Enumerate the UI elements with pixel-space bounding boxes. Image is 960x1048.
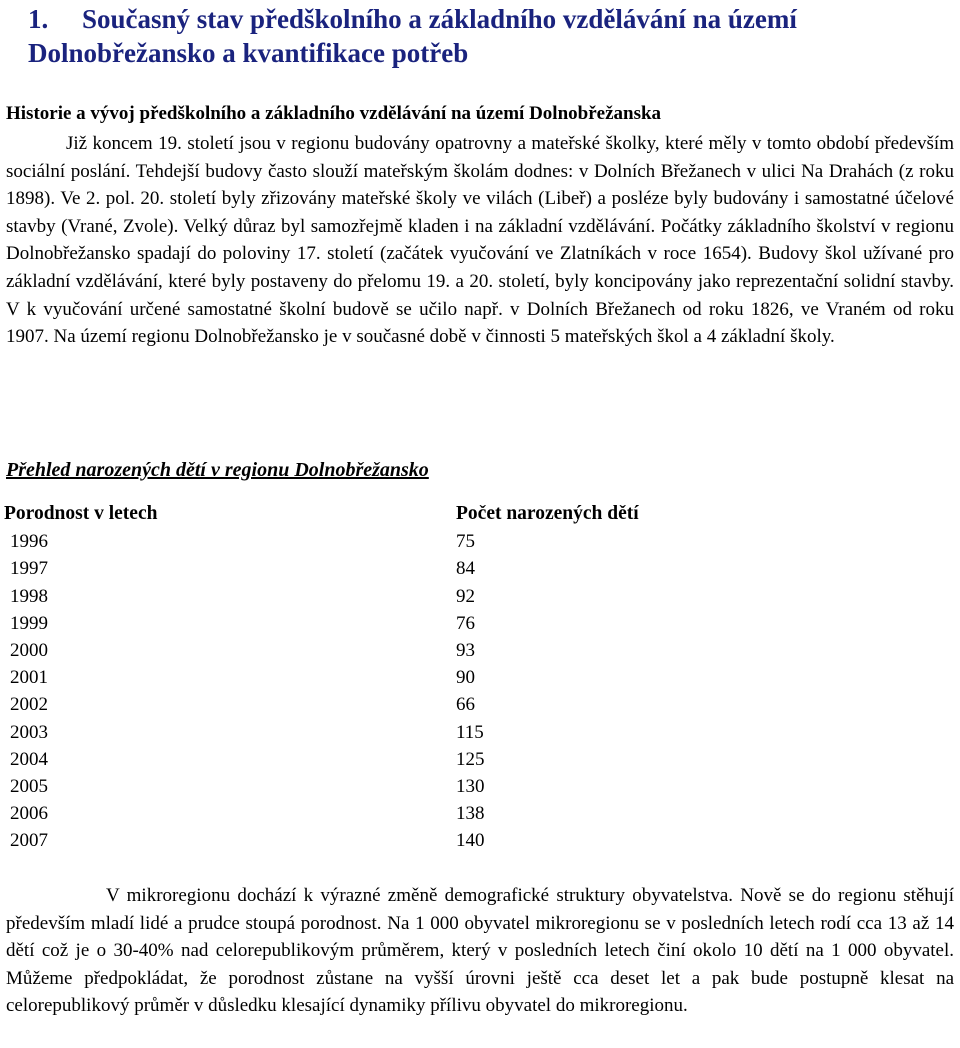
year-cell: 2001: [10, 667, 48, 689]
table-row: [4, 637, 639, 664]
year-cell: 1998: [10, 585, 48, 607]
year-cell: 1999: [10, 612, 48, 634]
count-cell: 115: [456, 721, 484, 743]
conclusion-paragraph: [6, 882, 954, 1020]
births-table: [4, 500, 639, 855]
section-title-text: Současný stav předškolního a základního vzdělávání na území Dolnobřežansko a kvantifikace potřeb: [28, 4, 797, 68]
count-cell: 76: [456, 612, 475, 634]
table-row: [4, 719, 639, 746]
year-cell: 2000: [10, 640, 48, 662]
section-number: 1.: [28, 4, 49, 34]
page-title: [28, 2, 953, 70]
count-cell: 130: [456, 776, 485, 798]
column-header-year: Porodnost v letech: [4, 503, 158, 524]
count-cell: 138: [456, 803, 485, 825]
year-cell: 2007: [10, 830, 48, 852]
table-row: [4, 691, 639, 718]
table-row: [4, 746, 639, 773]
table-row: [4, 664, 639, 691]
history-paragraph-text: Již koncem 19. století jsou v regionu budovány opatrovny a mateřské školky, které měly v tomto období především sociální poslání. Tehdejší budovy často slouží mateřským školám dodnes: v Dolních Břežanech v ulici Na Drahách (z roku 1898). Ve 2. pol. 20. století byly zřizovány mateřské školy ve vilách (Libeř) a posléze byly budovány i samostatné účelové stavby (Vrané, Zvole). Velký důraz byl samozřejmě kladen i na základní vzdělávání. Počátky základního školství v regionu Dolnobřežansko spadají do poloviny 17. století (začátek vyučování ve Zlatníkách v roce 1654). Budovy škol užívané pro základní vzdělávání, které byly postaveny do přelomu 19. a 20. století, byly koncipovány jako reprezentační solidní stavby. V k vyučování určené samostatné školní budově se učilo např. v Dolních Břežanech od roku 1826, ve Vraném od roku 1907. Na území regionu Dolnobřežansko je v současné době v činnosti 5 mateřských škol a 4 základní školy.: [6, 133, 954, 348]
count-cell: 93: [456, 640, 475, 662]
table-row: [4, 610, 639, 637]
year-cell: 2005: [10, 776, 48, 798]
table-row: [4, 555, 639, 582]
conclusion-paragraph-text: V mikroregionu dochází k výrazné změně demografické struktury obyvatelstva. Nově se do regionu stěhují především mladí lidé a prudce stoupá porodnost. Na 1 000 obyvatel mikroregionu se v posledních letech rodí cca 13 až 14 dětí což je o 30-40% nad celorepublikovým průměrem, který v posledních letech činí okolo 10 dětí na 1 000 obyvatel. Můžeme předpokládat, že porodnost zůstane na vyšší úrovni ještě cca deset let a pak bude postupně klesat na celorepublikový průměr v důsledku klesající dynamiky přílivu obyvatel do mikroregionu.: [6, 885, 954, 1017]
year-cell: 1997: [10, 558, 48, 580]
count-cell: 66: [456, 694, 475, 716]
count-cell: 84: [456, 558, 475, 580]
column-header-count: Počet narozených dětí: [456, 503, 639, 524]
year-cell: 2002: [10, 694, 48, 716]
count-cell: 92: [456, 585, 475, 607]
count-cell: 75: [456, 531, 475, 553]
year-cell: 2006: [10, 803, 48, 825]
births-section-title: Přehled narozených dětí v regionu Dolnobřežansko: [6, 459, 429, 481]
count-cell: 90: [456, 667, 475, 689]
year-cell: 1996: [10, 531, 48, 553]
history-paragraph: [6, 130, 954, 351]
year-cell: 2003: [10, 721, 48, 743]
births-table-header: [4, 500, 639, 528]
table-row: [4, 583, 639, 610]
table-row: [4, 773, 639, 800]
count-cell: 140: [456, 830, 485, 852]
year-cell: 2004: [10, 748, 48, 770]
table-row: [4, 827, 639, 854]
history-subheading: Historie a vývoj předškolního a základního vzdělávání na území Dolnobřežanska: [6, 103, 662, 124]
table-row: [4, 528, 639, 555]
count-cell: 125: [456, 748, 485, 770]
table-row: [4, 800, 639, 827]
